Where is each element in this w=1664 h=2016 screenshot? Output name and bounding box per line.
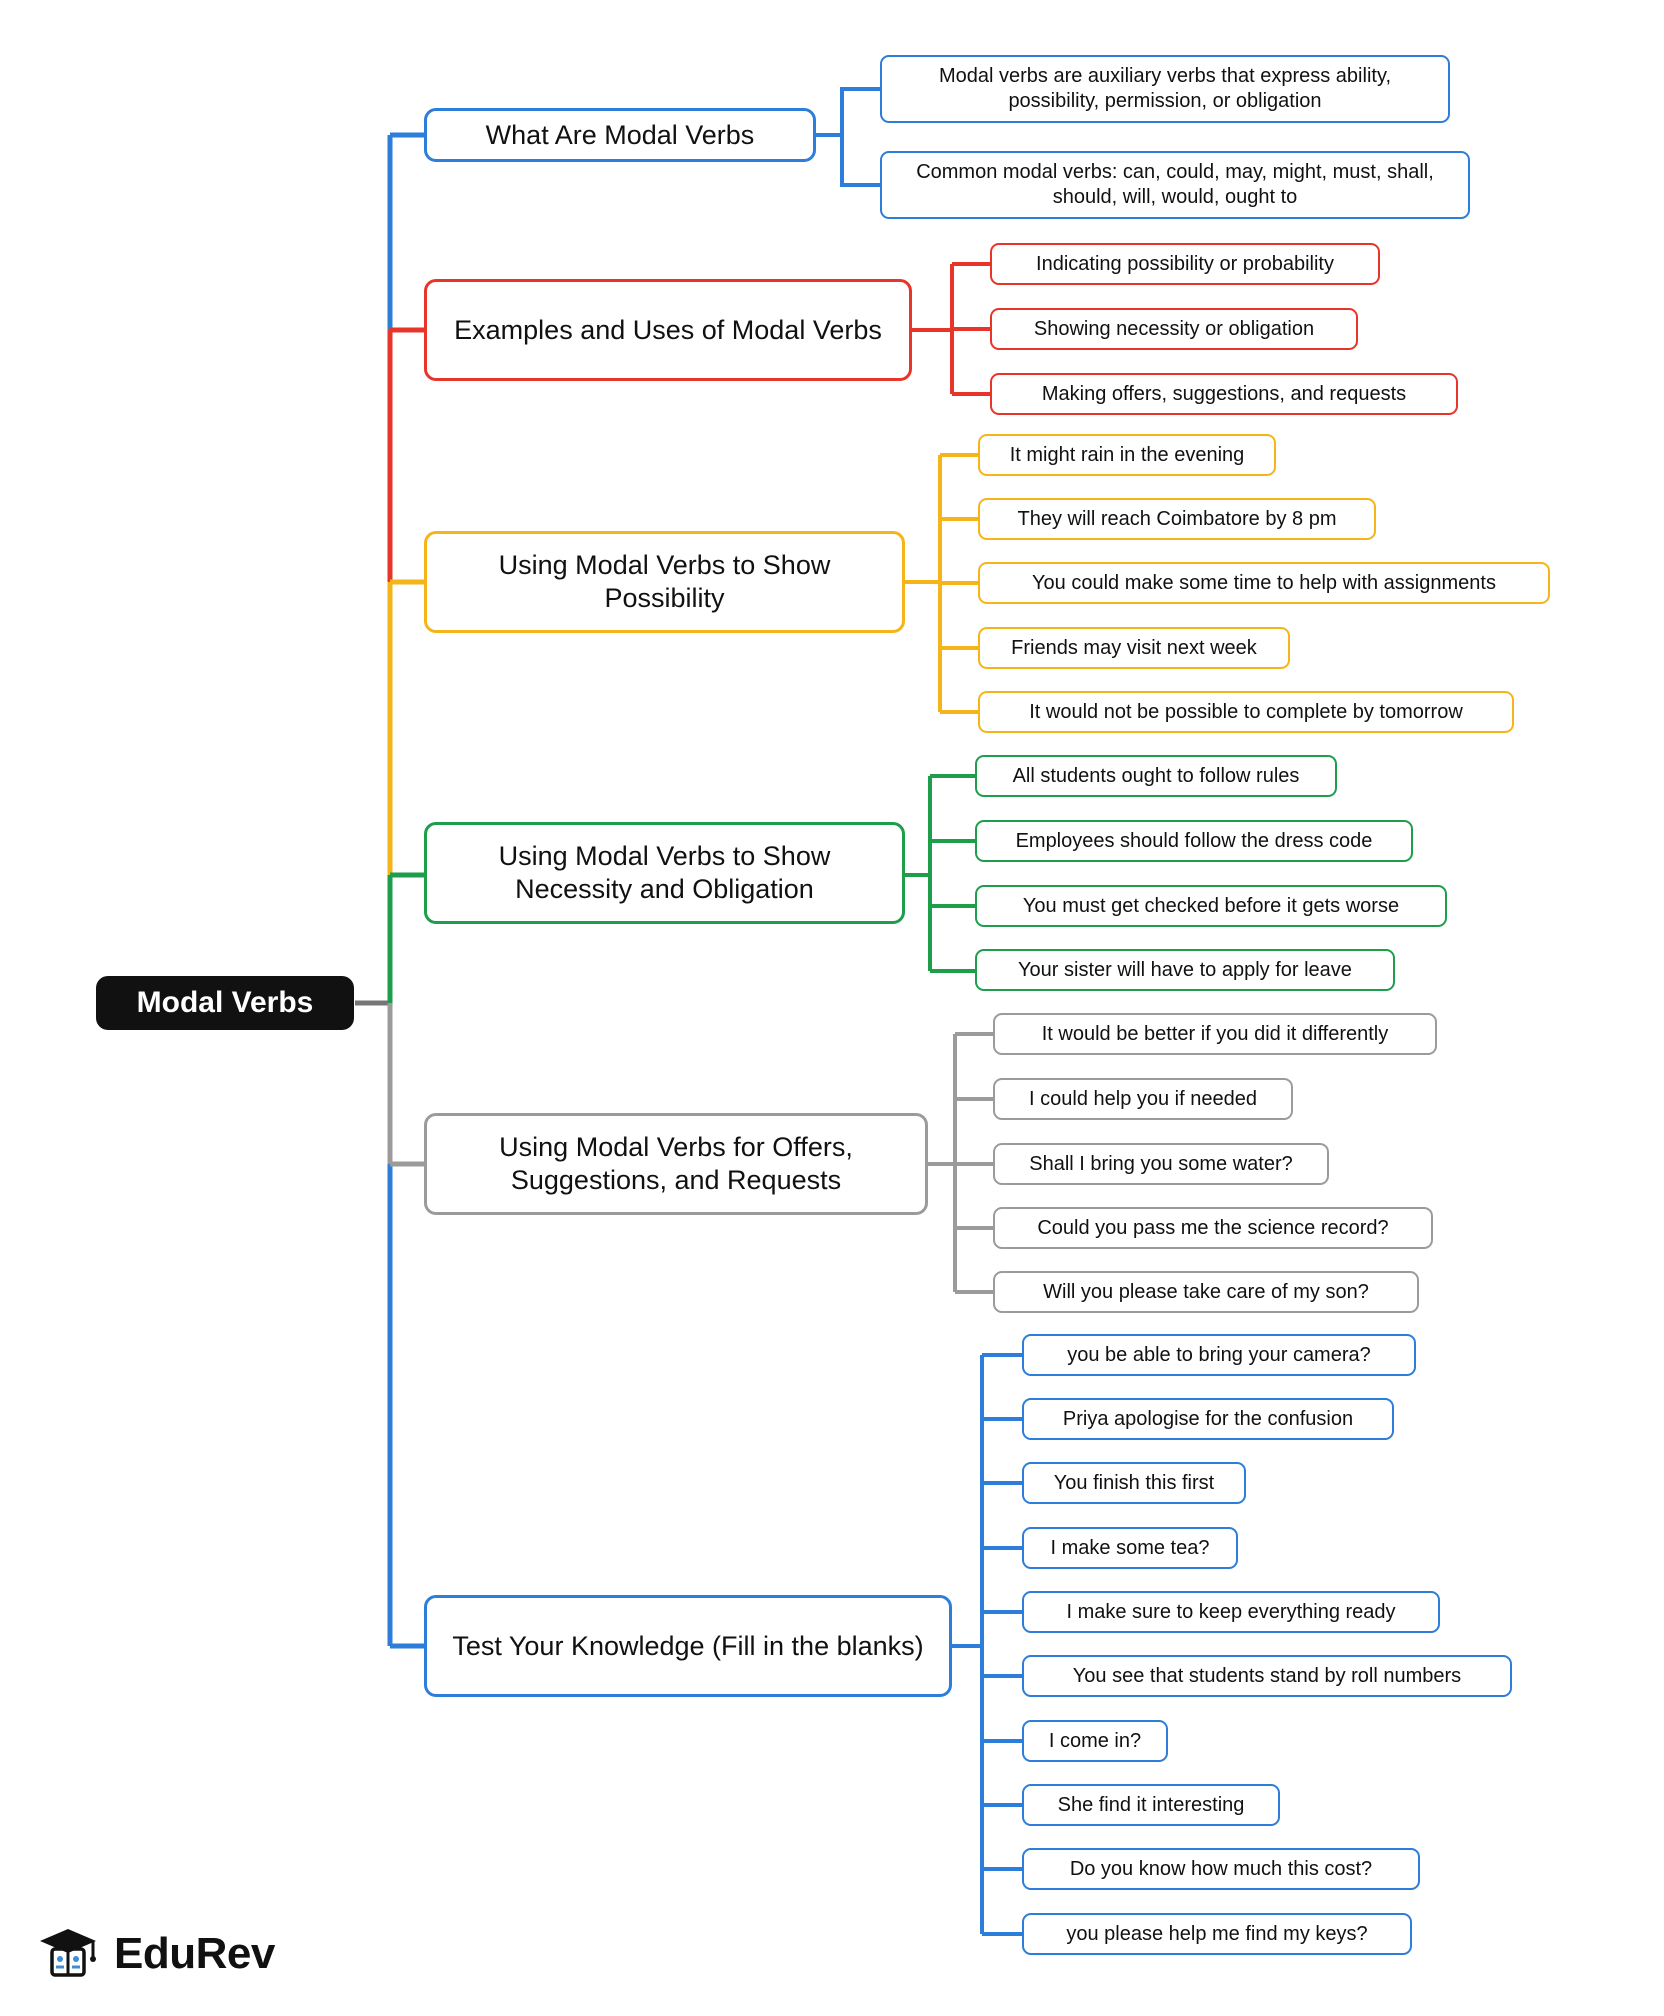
leaf-node[interactable] [880,151,1470,219]
leaf-node[interactable] [978,562,1550,604]
leaf-node[interactable] [993,1143,1329,1185]
branch-label: Examples and Uses of Modal Verbs [454,314,882,345]
leaf-node[interactable] [993,1013,1437,1055]
graduation-cap-icon [36,1919,100,1988]
leaf-node[interactable] [990,308,1358,350]
leaf-label: I make some tea? [1050,1536,1210,1559]
leaf-label: They will reach Coimbatore by 8 pm [1017,507,1337,530]
leaf-node[interactable] [978,691,1514,733]
leaf-node[interactable] [993,1078,1293,1120]
leaf-node[interactable] [975,949,1395,991]
leaf-label: Indicating possibility or probability [1036,252,1334,275]
leaf-node[interactable] [1022,1462,1246,1504]
leaf-node[interactable] [993,1271,1419,1313]
edurev-logo [36,1919,275,1988]
leaf-node[interactable] [1022,1655,1512,1697]
leaf-label: Do you know how much this cost? [1069,1857,1373,1880]
leaf-label: It would be better if you did it differently [1041,1022,1389,1045]
branch-label: Test Your Knowledge (Fill in the blanks) [452,1630,924,1661]
leaf-label: Will you please take care of my son? [1043,1280,1369,1303]
leaf-label: All students ought to follow rules [1012,764,1300,787]
root-node[interactable] [96,976,354,1030]
branch-examples-and-uses[interactable] [424,279,912,381]
leaf-label: Priya apologise for the confusion [1062,1407,1354,1430]
branch-offers-suggestions-requests[interactable] [424,1113,928,1215]
leaf-label: Making offers, suggestions, and requests [1041,382,1407,405]
leaf-node[interactable] [1022,1784,1280,1826]
leaf-label: Your sister will have to apply for leave [1018,958,1352,981]
branch-test-your-knowledge[interactable] [424,1595,952,1697]
leaf-label: Common modal verbs: can, could, may, might, must, shall, should, will, would, ought to [916,161,1434,208]
leaf-label: Could you pass me the science record? [1037,1216,1389,1239]
leaf-label: You see that students stand by roll numbers [1072,1664,1462,1687]
branch-what-are-modal-verbs[interactable] [424,108,816,162]
branch-label: Using Modal Verbs for Offers, Suggestions, and Requests [499,1132,853,1195]
leaf-node[interactable] [1022,1591,1440,1633]
leaf-node[interactable] [990,243,1380,285]
leaf-node[interactable] [1022,1720,1168,1762]
leaf-node[interactable] [975,820,1413,862]
leaf-node[interactable] [1022,1913,1412,1955]
leaf-label: Friends may visit next week [1011,636,1257,659]
leaf-label: Shall I bring you some water? [1029,1152,1293,1175]
logo-text: EduRev [114,1928,275,1978]
leaf-node[interactable] [975,885,1447,927]
leaf-label: you be able to bring your camera? [1067,1343,1371,1366]
leaf-label: Modal verbs are auxiliary verbs that express ability, possibility, permission, or obligation [938,65,1392,112]
leaf-label: It would not be possible to complete by tomorrow [1029,700,1463,723]
leaf-label: You finish this first [1053,1471,1215,1494]
leaf-label: You must get checked before it gets worse [1022,894,1400,917]
branch-possibility[interactable] [424,531,905,633]
leaf-node[interactable] [990,373,1458,415]
leaf-node[interactable] [1022,1527,1238,1569]
leaf-node[interactable] [978,498,1376,540]
leaf-node[interactable] [975,755,1337,797]
branch-label: Using Modal Verbs to Show Necessity and Obligation [498,841,831,904]
leaf-label: Showing necessity or obligation [1033,317,1315,340]
leaf-label: She find it interesting [1057,1793,1245,1816]
leaf-node[interactable] [1022,1398,1394,1440]
branch-label: Using Modal Verbs to Show Possibility [498,550,831,613]
leaf-label: I come in? [1048,1729,1142,1752]
leaf-label: you please help me find my keys? [1066,1922,1368,1945]
leaf-node[interactable] [993,1207,1433,1249]
leaf-label: Employees should follow the dress code [1015,829,1373,852]
leaf-label: I make sure to keep everything ready [1066,1600,1396,1623]
leaf-label: I could help you if needed [1029,1087,1257,1110]
branch-necessity-obligation[interactable] [424,822,905,924]
root-label: Modal Verbs [136,985,314,1019]
leaf-node[interactable] [1022,1848,1420,1890]
leaf-node[interactable] [880,55,1450,123]
leaf-node[interactable] [978,434,1276,476]
leaf-label: You could make some time to help with assignments [1032,571,1496,594]
leaf-node[interactable] [1022,1334,1416,1376]
leaf-label: It might rain in the evening [1009,443,1245,466]
leaf-node[interactable] [978,627,1290,669]
branch-label: What Are Modal Verbs [485,119,755,150]
